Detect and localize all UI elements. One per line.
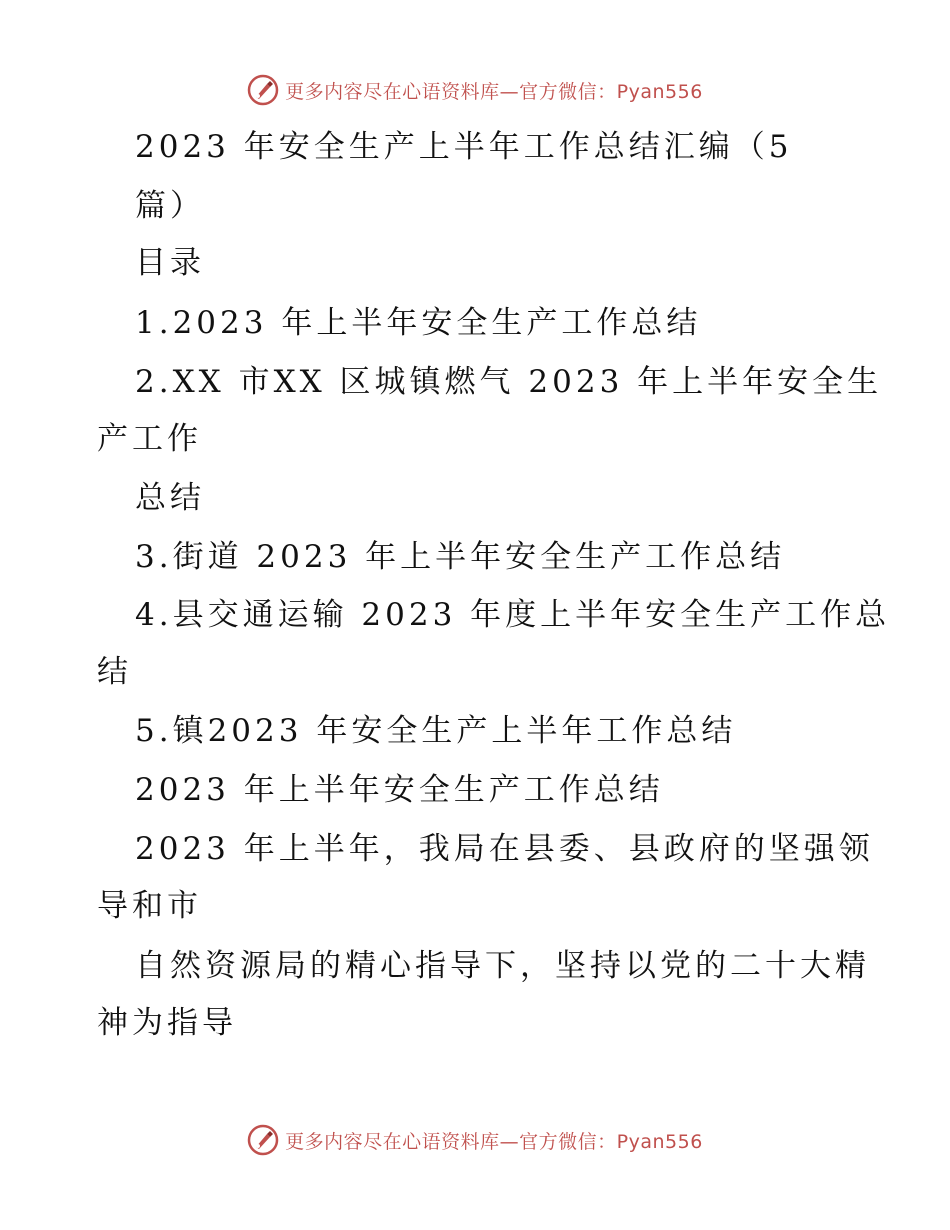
section-title: 2023 年上半年安全生产工作总结	[135, 772, 664, 808]
pen-seal-logo-icon	[247, 74, 279, 106]
toc-item-4-continued: 结	[97, 654, 132, 690]
document-title-line-2: 篇）	[135, 188, 205, 224]
toc-item-2-continued: 总结	[135, 480, 205, 516]
toc-item-5: 5.镇2023 年安全生产上半年工作总结	[135, 713, 737, 749]
toc-item-4: 4.县交通运输 2023 年度上半年安全生产工作总	[135, 597, 891, 633]
toc-heading: 目录	[135, 245, 205, 281]
body-paragraph-line: 导和市	[97, 888, 202, 924]
toc-item-1: 1.2023 年上半年安全生产工作总结	[135, 305, 702, 341]
watermark-text: 更多内容尽在心语资料库—官方微信：Pyan556	[285, 1130, 703, 1153]
toc-item-2-continued: 产工作	[97, 421, 202, 457]
pen-seal-logo-icon	[247, 1124, 279, 1156]
document-title-line-1: 2023 年安全生产上半年工作总结汇编（5	[135, 129, 793, 165]
watermark-text: 更多内容尽在心语资料库—官方微信：Pyan556	[285, 80, 703, 103]
body-paragraph-line: 神为指导	[97, 1005, 237, 1041]
footer-watermark	[0, 1120, 950, 1160]
body-paragraph-line: 2023 年上半年，我局在县委、县政府的坚强领	[135, 831, 874, 867]
header-watermark	[0, 70, 950, 110]
body-paragraph-line: 自然资源局的精心指导下，坚持以党的二十大精	[135, 948, 870, 984]
toc-item-3: 3.街道 2023 年上半年安全生产工作总结	[135, 539, 786, 575]
toc-item-2: 2.XX 市XX 区城镇燃气 2023 年上半年安全生	[135, 364, 883, 400]
